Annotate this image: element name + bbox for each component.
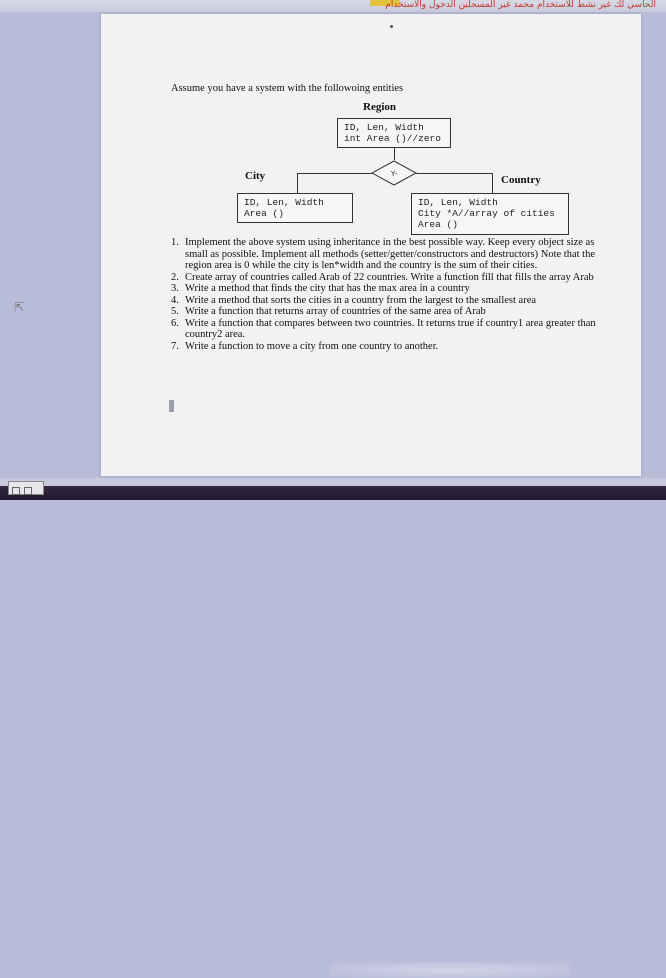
city-title: City — [245, 170, 266, 182]
window-icon[interactable] — [8, 481, 44, 495]
connector-line — [394, 148, 395, 160]
task-item: 5. Write a function that returns array of countries of the same area of Arab — [171, 306, 486, 317]
country-box — [411, 193, 569, 235]
country-line: Area () — [418, 219, 458, 230]
task-item: 1. Implement the above system using inheritance in the best possible way. Keep every object size as small as possible. Implement all methods (setter/getter/constructors and destructors) Note that the region area is 0 while the city is len*width and the country is the sum of their cities. — [171, 237, 595, 271]
task-item: 6. Write a function that compares between two countries. It returns true if country1 area greater than country2 area. — [171, 317, 596, 340]
connector-line — [416, 173, 492, 174]
page-dot — [390, 25, 393, 28]
region-title: Region — [363, 101, 396, 113]
intro-text: Assume you have a system with the followoing entities — [171, 83, 404, 94]
taskbar-top-strip — [0, 478, 666, 486]
relation-label: Y- — [391, 170, 397, 178]
connector-line — [297, 173, 298, 193]
region-line: int Area ()//zero — [344, 133, 441, 144]
country-line: ID, Len, Width — [418, 197, 498, 208]
taskbar — [0, 478, 666, 500]
country-title: Country — [501, 174, 541, 186]
city-box — [237, 193, 353, 223]
inheritance-diamond — [371, 160, 417, 186]
task-item: 3. Write a method that finds the city that has the max area in a country — [171, 283, 470, 294]
mouse-pointer-icon: ⇱ — [14, 300, 25, 314]
region-line: ID, Len, Width — [344, 122, 424, 133]
task-list — [171, 237, 603, 352]
document-page — [101, 14, 641, 476]
text-cursor — [169, 400, 174, 412]
screen-glare — [330, 962, 570, 978]
task-item: 7. Write a function to move a city from one country to another. — [171, 340, 439, 352]
city-line: Area () — [244, 208, 284, 219]
connector-line — [492, 173, 493, 193]
connector-line — [297, 173, 372, 174]
city-line: ID, Len, Width — [244, 197, 324, 208]
top-bar-notice: الحاسي لك غير نشط للاستخدام محمد غير المسجلين الدخول والاستخدام — [385, 0, 656, 10]
task-item: 2. Create array of countries called Arab of 22 countries. Write a function fill that fills the array Arab — [171, 271, 594, 283]
task-item: 4. Write a method that sorts the cities in a country from the largest to the smallest area — [171, 294, 537, 306]
top-bar — [0, 0, 666, 12]
country-line: City *A//array of cities — [418, 208, 555, 219]
region-box — [337, 118, 451, 148]
